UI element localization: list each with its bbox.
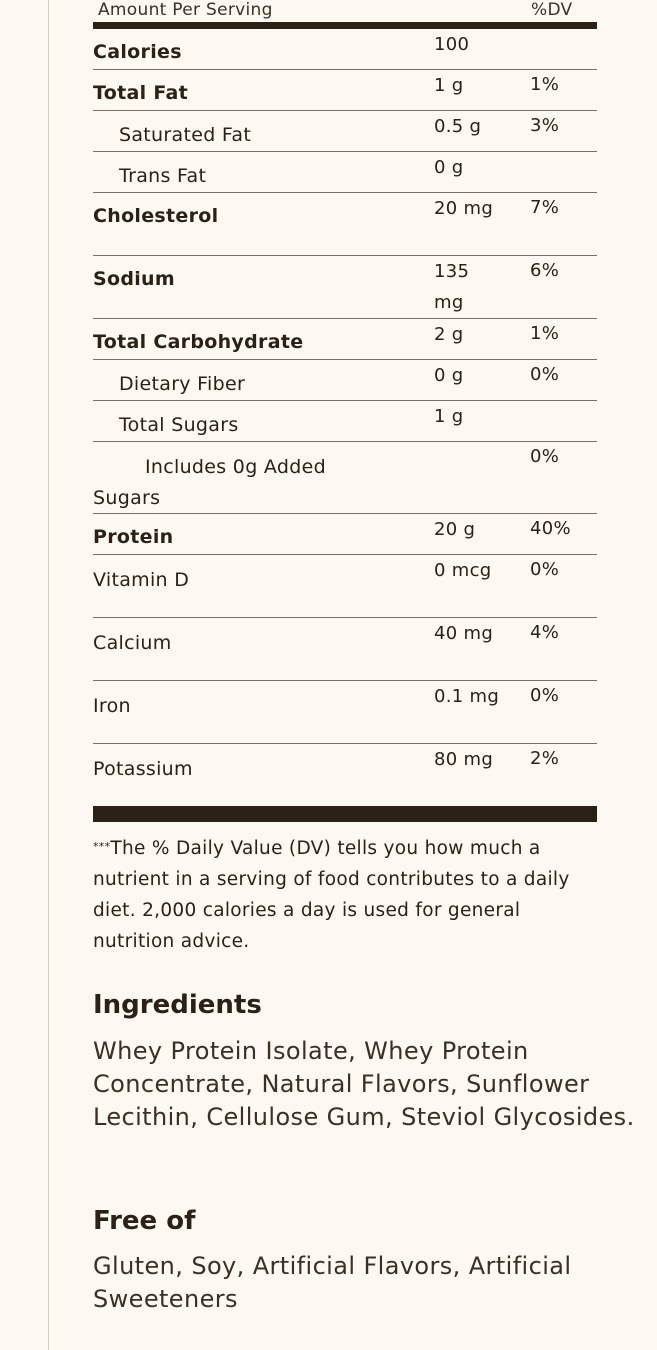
nutrient-row-protein bbox=[93, 514, 597, 555]
ingredients-heading: Ingredients bbox=[93, 990, 262, 1020]
nutrient-amount: 20 g bbox=[434, 519, 476, 540]
left-divider bbox=[48, 0, 49, 1350]
nutrient-dv: 0% bbox=[530, 446, 560, 467]
free-of-heading: Free of bbox=[93, 1206, 196, 1236]
footnote-text: The % Daily Value (DV) tells you how much a nutrient in a serving of food contributes to a daily diet. 2,000 calories a day is used for general nutrition advice. bbox=[93, 838, 570, 952]
nutrient-name: Calcium bbox=[93, 632, 172, 654]
nutrient-dv: 40% bbox=[530, 518, 571, 539]
dv-header-label: %DV bbox=[531, 0, 573, 20]
nutrient-name: Trans Fat bbox=[119, 165, 207, 187]
nutrient-row-dietary-fiber bbox=[93, 360, 597, 401]
nutrient-dv: 1% bbox=[530, 74, 560, 95]
nutrient-row-added-sugars bbox=[93, 442, 597, 514]
nutrient-name: Total Carbohydrate bbox=[93, 331, 304, 353]
nutrient-row-sodium bbox=[93, 256, 597, 319]
nutrient-dv: 0% bbox=[530, 364, 560, 385]
nutrient-dv: 3% bbox=[530, 115, 560, 136]
nutrient-dv: 6% bbox=[530, 260, 560, 281]
nutrient-row-saturated-fat bbox=[93, 111, 597, 152]
nutrient-amount: 0 mcg bbox=[434, 560, 492, 581]
nutrient-name: Iron bbox=[93, 695, 131, 717]
nutrient-amount: 0.5 g bbox=[434, 116, 482, 137]
nutrition-facts-panel bbox=[93, 0, 597, 822]
nutrient-name: Includes 0g Added Sugars bbox=[93, 456, 326, 509]
nutrient-row-trans-fat bbox=[93, 152, 597, 193]
nutrient-name: Potassium bbox=[93, 758, 193, 780]
nutrient-row-cholesterol bbox=[93, 193, 597, 256]
nutrient-amount: 0 g bbox=[434, 157, 464, 178]
nutrient-dv: 0% bbox=[530, 559, 560, 580]
nutrient-name: Vitamin D bbox=[93, 569, 190, 591]
nutrient-amount: 135 mg bbox=[434, 261, 470, 313]
nutrient-name: Total Fat bbox=[93, 82, 188, 104]
nutrient-amount: 0.1 mg bbox=[434, 686, 500, 707]
nutrient-name: Protein bbox=[93, 526, 174, 548]
ingredients-text: Whey Protein Isolate, Whey Protein Concentrate, Natural Flavors, Sunflower Lecithin, Cellulose Gum, Steviol Glycosides. bbox=[93, 1037, 635, 1131]
daily-value-footnote bbox=[93, 833, 603, 957]
nutrition-header bbox=[93, 0, 597, 22]
nutrient-dv: 7% bbox=[530, 197, 560, 218]
top-thick-divider bbox=[93, 22, 597, 29]
nutrient-amount: 20 mg bbox=[434, 198, 494, 219]
nutrient-amount: 100 bbox=[434, 34, 470, 55]
nutrient-row-vitamin-d bbox=[93, 555, 597, 618]
nutrient-name: Calories bbox=[93, 41, 182, 63]
nutrient-name: Dietary Fiber bbox=[119, 373, 246, 395]
nutrient-row-total-sugars bbox=[93, 401, 597, 442]
nutrient-name: Sodium bbox=[93, 268, 175, 290]
nutrient-name: Cholesterol bbox=[93, 205, 219, 227]
nutrient-amount: 1 g bbox=[434, 406, 464, 427]
nutrient-amount: 2 g bbox=[434, 324, 464, 345]
nutrient-name: Total Sugars bbox=[119, 414, 239, 436]
nutrient-amount: 80 mg bbox=[434, 749, 494, 770]
free-of-text: Gluten, Soy, Artificial Flavors, Artificial Sweeteners bbox=[93, 1252, 572, 1313]
nutrient-dv: 0% bbox=[530, 685, 560, 706]
nutrient-name: Saturated Fat bbox=[119, 124, 252, 146]
nutrient-amount: 0 g bbox=[434, 365, 464, 386]
nutrient-row-calcium bbox=[93, 618, 597, 681]
nutrient-dv: 4% bbox=[530, 622, 560, 643]
nutrient-row-iron bbox=[93, 681, 597, 744]
amount-per-serving-label: Amount Per Serving bbox=[98, 0, 273, 20]
nutrient-dv: 1% bbox=[530, 323, 560, 344]
nutrient-row-potassium bbox=[93, 744, 597, 806]
nutrient-row-total-fat bbox=[93, 70, 597, 111]
nutrient-row-total-carbohydrate bbox=[93, 319, 597, 360]
nutrient-amount: 40 mg bbox=[434, 623, 494, 644]
nutrient-row-calories bbox=[93, 29, 597, 70]
footnote-marker: *** bbox=[93, 840, 111, 853]
nutrient-amount: 1 g bbox=[434, 75, 464, 96]
bottom-thick-divider bbox=[93, 806, 597, 822]
nutrient-dv: 2% bbox=[530, 748, 560, 769]
